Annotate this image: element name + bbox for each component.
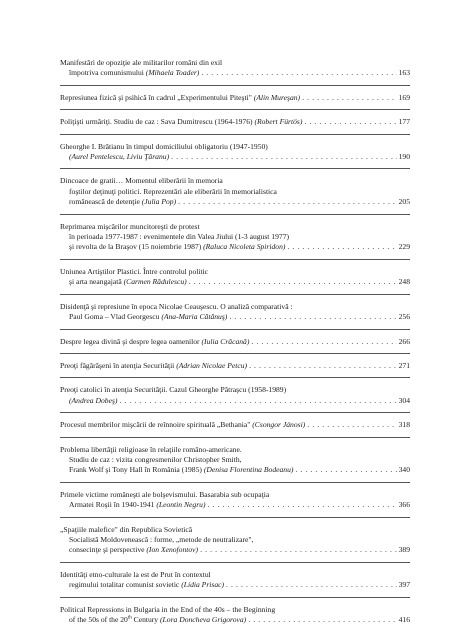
entry-title-end: [69, 615, 246, 625]
entry-title-line: Reprimarea mişcărilor muncitoreşti de protest: [60, 221, 200, 231]
entry-title-end: [69, 68, 199, 78]
entry-title-end: [69, 465, 293, 475]
entry-title-end: [69, 152, 169, 162]
entry-title-text: Represiunea fizică şi psihică în cadrul „Experimentului Piteşti": [60, 92, 252, 102]
toc-entry[interactable]: [60, 117, 410, 127]
entry-author: (Julia Pop): [141, 197, 177, 207]
entry-title-line: Manifestări de opoziţie ale militarilor români din exil: [60, 58, 223, 67]
entry-title-text: regimului totalitar comunist sovietic: [69, 580, 180, 590]
entry-author: (Ana-Maria Cătănuş): [161, 312, 228, 322]
entry-separator: [60, 214, 410, 215]
toc-entry[interactable]: [60, 267, 410, 288]
page-number[interactable]: 366: [398, 500, 410, 510]
page-number[interactable]: 169: [398, 92, 410, 102]
entry-title-line: Gheorghe I. Brătianu în timpul domiciliului obligatoriu (1947-1950): [60, 141, 268, 151]
entry-separator: [60, 377, 410, 378]
page-number[interactable]: 248: [398, 277, 410, 287]
entry-title-text: Poliţişti urmăriţi. Studiu de caz : Sava Dumitrescu (1964-1976): [60, 117, 253, 127]
entry-separator: [60, 597, 410, 598]
toc-entry[interactable]: [60, 570, 410, 591]
toc-entry[interactable]: [60, 445, 410, 476]
leader-dots: [200, 545, 397, 555]
entry-author: (Lora Doncheva Grigorova): [160, 615, 247, 624]
entry-title-line: „Spaţiile malefice" din Republica Sovietică: [60, 524, 193, 534]
entry-title-end: [60, 117, 302, 127]
toc-entry[interactable]: [60, 176, 410, 207]
page-number[interactable]: 416: [398, 615, 410, 624]
toc-entry[interactable]: [60, 58, 410, 79]
leader-dots: [251, 337, 396, 347]
entry-title-end: [69, 580, 224, 590]
entry-title-line: Socialistă Moldovenească : forme, „metode de neutralizare",: [69, 534, 254, 544]
entry-separator: [60, 329, 410, 330]
entry-title-end: [69, 545, 198, 555]
leader-dots: [119, 396, 396, 406]
entry-title-end: [60, 420, 305, 430]
entry-title-text: românească de detenţie: [69, 197, 140, 207]
entry-title-text: Procesul membrilor mişcării de reînnoire spirituală „Bethania": [60, 420, 251, 430]
entry-title-line: Dincoace de gratii… Momentul eliberării în memoria: [60, 176, 223, 186]
page-number[interactable]: 318: [398, 420, 410, 430]
toc-entry[interactable]: [60, 337, 410, 347]
entry-author: (Leontin Negru): [156, 500, 206, 510]
page-number[interactable]: 304: [398, 395, 410, 405]
entry-title-line: Uniunea Artiştilor Plastici. Între controlul politic: [60, 266, 209, 276]
leader-dots: [307, 420, 396, 430]
entry-title-line: Identităţi etno-culturale la est de Prut în contextul: [60, 569, 211, 579]
entry-separator: [60, 412, 410, 413]
entry-author: (Mihaela Toader): [145, 68, 200, 78]
entry-author: (Ion Xenofontov): [146, 545, 199, 555]
leader-dots: [178, 197, 396, 207]
entry-author: (Lidia Prisac): [181, 580, 225, 590]
entry-title-text: of the 50s of the 20th Century: [69, 615, 159, 624]
page-number[interactable]: 340: [398, 465, 410, 475]
entry-title-line: Primele victime româneşti ale bolşevismului. Basarabia sub ocupaţia: [60, 489, 270, 499]
entry-separator: [60, 294, 410, 295]
entry-title-text: consecinţe şi perspective: [69, 545, 145, 555]
entry-author: (Carmen Rădulescu): [123, 277, 187, 287]
entry-title-end: [69, 197, 176, 207]
entry-title-text: Despre legea divină şi despre legea oamenilor: [60, 336, 200, 346]
page-number[interactable]: 271: [398, 360, 410, 370]
entry-title-text: Paul Goma – Vlad Georgescu: [69, 312, 160, 322]
entry-separator: [60, 168, 410, 169]
entry-title-line: Political Repressions in Bulgaria in the End of the 40s – the Beginning: [60, 604, 276, 614]
toc-entry[interactable]: [60, 385, 410, 406]
toc-entry[interactable]: [60, 605, 410, 625]
leader-dots: [189, 277, 397, 287]
entry-separator: [60, 109, 410, 110]
entry-separator: [60, 437, 410, 438]
entry-title-end: [69, 312, 227, 322]
entry-author: (Adrian Nicolae Petcu): [176, 360, 248, 370]
entry-title-text: şi arta neangajată: [69, 277, 122, 287]
page-number[interactable]: 389: [398, 545, 410, 555]
leader-dots: [287, 242, 396, 252]
entry-separator: [60, 259, 410, 260]
entry-title-end: [69, 277, 187, 287]
leader-dots: [248, 615, 396, 625]
entry-title-line: foştilor deţinuţi politici. Reprezentări ale eliberării în memorialistica: [69, 186, 277, 196]
toc-entry[interactable]: [60, 525, 410, 556]
leader-dots: [295, 465, 396, 475]
entry-title-end: [69, 396, 117, 406]
page-number[interactable]: 229: [398, 242, 410, 252]
leader-dots: [229, 312, 396, 322]
entry-title-end: [60, 337, 249, 347]
entry-author: (Andrea Dobeş): [69, 395, 118, 405]
page-number[interactable]: 163: [398, 68, 410, 78]
entry-title-text: Preoţi făgărăşeni în atenţia Securităţii: [60, 360, 175, 370]
leader-dots: [304, 117, 396, 127]
entry-separator: [60, 562, 410, 563]
page-number[interactable]: 397: [398, 580, 410, 590]
toc-entry[interactable]: [60, 420, 410, 430]
page-number[interactable]: 256: [398, 312, 410, 322]
entry-separator: [60, 134, 410, 135]
leader-dots: [302, 93, 397, 103]
entry-title-text: Armatei Roşii în 1940-1941: [69, 500, 155, 510]
toc-entry[interactable]: [60, 93, 410, 103]
entry-separator: [60, 482, 410, 483]
page-number[interactable]: 177: [398, 117, 410, 127]
entry-separator: [60, 517, 410, 518]
page-number[interactable]: 190: [398, 152, 410, 162]
toc-entry[interactable]: [60, 222, 410, 253]
entry-title-line: în perioada 1977-1987 : evenimentele din Valea Jiului (1-3 august 1977): [69, 232, 290, 242]
toc-entry[interactable]: [60, 302, 410, 323]
entry-author: (Aurel Pentelescu, Liviu Ţăranu): [69, 152, 170, 162]
leader-dots: [249, 361, 397, 371]
entry-title-text: Frank Wolf şi Tony Hall în România (1985): [69, 465, 202, 475]
entry-title-line: Disidenţă şi represiune în epoca Nicolae Ceauşescu. O analiză comparativă :: [60, 301, 293, 311]
entry-author: (Denisa Florentina Bodeanu): [203, 465, 294, 475]
toc-entry[interactable]: [60, 490, 410, 511]
entry-title-text: împotriva comunismului: [69, 68, 144, 78]
toc-entry[interactable]: [60, 142, 410, 163]
entry-title-line: Preoţi catolici în atenţia Securităţii. Cazul Gheorghe Pătraşcu (1958-1989): [60, 385, 287, 395]
leader-dots: [171, 152, 397, 162]
entry-title-end: [60, 93, 300, 103]
entry-separator: [60, 85, 410, 86]
entry-title-end: [60, 361, 247, 371]
entry-author: (Raluca Nicoleta Spiridon): [203, 242, 286, 252]
entry-title-end: [69, 500, 206, 510]
entry-author: (Alin Mureşan): [253, 92, 301, 102]
entry-title-text: şi revolta de la Braşov (15 noiembrie 1987): [69, 242, 202, 252]
entry-title-end: [69, 242, 285, 252]
entry-author: (Robert Fürtös): [254, 117, 303, 127]
page-number[interactable]: 266: [398, 336, 410, 346]
entry-author: (Csongor Jánosi): [252, 420, 306, 430]
entry-title-line: Problema libertăţii religioase în relaţiile româno-americane.: [60, 444, 242, 454]
leader-dots: [208, 500, 397, 510]
entry-author: (Iulia Crăcană): [201, 336, 250, 346]
leader-dots: [226, 580, 397, 590]
entry-title-line: Studiu de caz : vizita congresmenilor Christopher Smith,: [69, 454, 242, 464]
page-number[interactable]: 205: [398, 197, 410, 207]
leader-dots: [201, 68, 396, 78]
entry-separator: [60, 353, 410, 354]
toc-entry[interactable]: [60, 361, 410, 371]
